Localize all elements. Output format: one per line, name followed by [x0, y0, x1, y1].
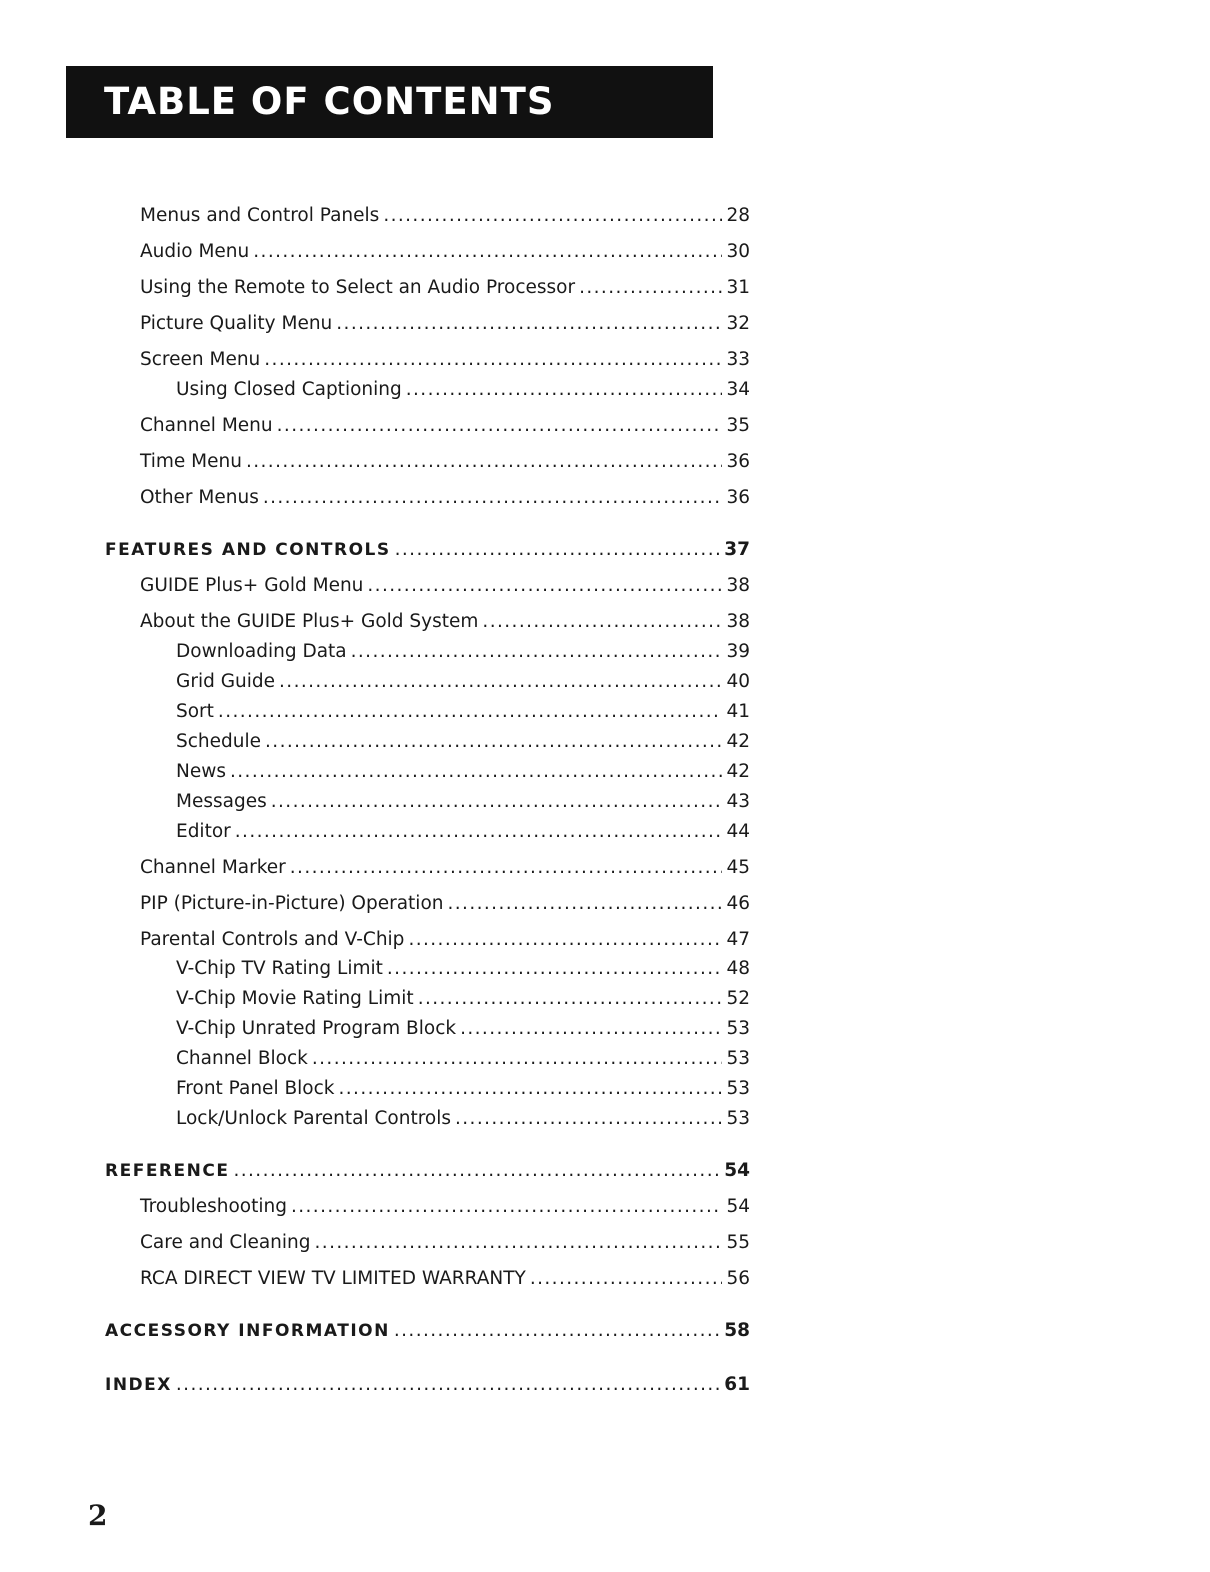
- leader-dots: [383, 204, 722, 228]
- toc-subentry[interactable]: [176, 638, 750, 664]
- toc-section-page: 54: [724, 1160, 750, 1181]
- toc-entry-label: Channel Menu: [140, 415, 273, 436]
- leader-dots: [312, 1047, 723, 1071]
- toc-entry-label: Picture Quality Menu: [140, 313, 333, 334]
- leader-dots: [290, 856, 723, 880]
- toc-entry[interactable]: [140, 238, 750, 264]
- toc-section-reference[interactable]: [105, 1157, 750, 1183]
- toc-entry-label: Troubleshooting: [140, 1196, 287, 1217]
- toc-entry-page: 53: [726, 1108, 750, 1129]
- leader-dots: [418, 987, 723, 1011]
- toc-entry-page: 43: [726, 791, 750, 812]
- toc-subentry[interactable]: [176, 376, 750, 402]
- toc-subentry[interactable]: [176, 1045, 750, 1071]
- toc-entry-page: 42: [726, 761, 750, 782]
- toc-entry[interactable]: [140, 1193, 750, 1219]
- toc-entry-label: V-Chip Unrated Program Block: [176, 1018, 457, 1039]
- toc-entry-label: Using the Remote to Select an Audio Processor: [140, 277, 576, 298]
- toc-entry-label: Front Panel Block: [176, 1078, 335, 1099]
- toc-subentry[interactable]: [176, 728, 750, 754]
- toc-entry-label: News: [176, 761, 226, 782]
- toc-subentry[interactable]: [176, 1105, 750, 1131]
- toc-entry[interactable]: [140, 926, 750, 952]
- toc-entry[interactable]: [140, 1229, 750, 1255]
- leader-dots: [455, 1107, 722, 1131]
- toc-subentry[interactable]: [176, 1075, 750, 1101]
- leader-dots: [271, 790, 723, 814]
- leader-dots: [530, 1267, 723, 1291]
- leader-dots: [339, 1077, 723, 1101]
- toc-section-label: ACCESSORY INFORMATION: [105, 1321, 390, 1341]
- leader-dots: [218, 700, 723, 724]
- toc-entry-label: Screen Menu: [140, 349, 261, 370]
- toc-subentry[interactable]: [176, 818, 750, 844]
- toc-entry-label: Using Closed Captioning: [176, 379, 402, 400]
- leader-dots: [351, 640, 723, 664]
- toc-entry-page: 28: [726, 205, 750, 226]
- toc-entry-label: V-Chip Movie Rating Limit: [176, 988, 414, 1009]
- toc-entry-label: Schedule: [176, 731, 262, 752]
- leader-dots: [277, 414, 723, 438]
- toc-entry[interactable]: [140, 310, 750, 336]
- leader-dots: [253, 240, 722, 264]
- toc-entry-label: About the GUIDE Plus+ Gold System: [140, 611, 479, 632]
- leader-dots: [246, 450, 723, 474]
- leader-dots: [315, 1231, 723, 1255]
- toc-section-index[interactable]: [105, 1371, 750, 1397]
- leader-dots: [265, 730, 722, 754]
- toc-entry-label: GUIDE Plus+ Gold Menu: [140, 575, 364, 596]
- leader-dots: [230, 760, 722, 784]
- toc-subentry[interactable]: [176, 985, 750, 1011]
- toc-entry[interactable]: [140, 890, 750, 916]
- leader-dots: [279, 670, 722, 694]
- toc-entry[interactable]: [140, 608, 750, 634]
- toc-entry[interactable]: [140, 274, 750, 300]
- toc-entry-page: 38: [726, 611, 750, 632]
- leader-dots: [482, 610, 722, 634]
- toc-section-page: 37: [724, 539, 750, 560]
- toc-entry-label: Channel Marker: [140, 857, 286, 878]
- toc-entry-label: Sort: [176, 701, 214, 722]
- toc-entry-label: Time Menu: [140, 451, 242, 472]
- toc-entry-label: Editor: [176, 821, 231, 842]
- toc-entry-page: 48: [726, 958, 750, 979]
- toc-entry-label: RCA DIRECT VIEW TV LIMITED WARRANTY: [140, 1268, 526, 1289]
- toc-section-label: INDEX: [105, 1375, 172, 1395]
- toc-entry-page: 53: [726, 1048, 750, 1069]
- toc-entry[interactable]: [140, 484, 750, 510]
- toc-subentry[interactable]: [176, 758, 750, 784]
- toc-subentry[interactable]: [176, 1015, 750, 1041]
- page-number: 2: [88, 1499, 108, 1532]
- toc-entry-page: 56: [726, 1268, 750, 1289]
- page-title: TABLE OF CONTENTS: [104, 80, 555, 123]
- toc-entry-label: Downloading Data: [176, 641, 347, 662]
- toc-entry-label: Menus and Control Panels: [140, 205, 380, 226]
- toc-entry[interactable]: [140, 448, 750, 474]
- toc-entry[interactable]: [140, 202, 750, 228]
- toc-entry-page: 46: [726, 893, 750, 914]
- toc-section-page: 61: [724, 1374, 750, 1395]
- toc-entry-label: Lock/Unlock Parental Controls: [176, 1108, 451, 1129]
- toc-entry-label: Grid Guide: [176, 671, 276, 692]
- toc-entry-page: 36: [726, 451, 750, 472]
- toc-entry-page: 32: [726, 313, 750, 334]
- toc-entry-page: 42: [726, 731, 750, 752]
- leader-dots: [367, 574, 722, 598]
- toc-entry-page: 52: [726, 988, 750, 1009]
- toc-entry-page: 38: [726, 575, 750, 596]
- leader-dots: [394, 1319, 720, 1343]
- toc-entry[interactable]: [140, 412, 750, 438]
- toc-entry-page: 30: [726, 241, 750, 262]
- toc-entry[interactable]: [140, 346, 750, 372]
- toc-section-features-and-controls[interactable]: [105, 536, 750, 562]
- leader-dots: [291, 1195, 723, 1219]
- toc-section-label: FEATURES AND CONTROLS: [105, 540, 391, 560]
- toc-entry-label: Channel Block: [176, 1048, 308, 1069]
- toc-entry-label: Messages: [176, 791, 267, 812]
- toc-entry-label: Parental Controls and V-Chip: [140, 929, 405, 950]
- leader-dots: [233, 1159, 720, 1183]
- leader-dots: [176, 1373, 720, 1397]
- toc-section-label: REFERENCE: [105, 1161, 230, 1181]
- toc-entry-page: 54: [726, 1196, 750, 1217]
- toc-subentry[interactable]: [176, 788, 750, 814]
- toc-subentry[interactable]: [176, 698, 750, 724]
- leader-dots: [395, 538, 721, 562]
- toc-entry-label: Audio Menu: [140, 241, 250, 262]
- leader-dots: [336, 312, 722, 336]
- toc-entry[interactable]: [140, 1265, 750, 1291]
- toc-entry-page: 35: [726, 415, 750, 436]
- leader-dots: [264, 348, 722, 372]
- toc-entry-label: Care and Cleaning: [140, 1232, 311, 1253]
- leader-dots: [460, 1017, 722, 1041]
- toc-entry-page: 31: [726, 277, 750, 298]
- toc-section-page: 58: [724, 1320, 750, 1341]
- leader-dots: [406, 378, 723, 402]
- toc-section-accessory-information[interactable]: [105, 1317, 750, 1343]
- toc-entry-label: V-Chip TV Rating Limit: [176, 958, 383, 979]
- leader-dots: [579, 276, 722, 300]
- toc-subentry[interactable]: [176, 668, 750, 694]
- leader-dots: [448, 892, 723, 916]
- toc-entry-page: 45: [726, 857, 750, 878]
- toc-entry-page: 53: [726, 1078, 750, 1099]
- leader-dots: [387, 957, 723, 981]
- leader-dots: [263, 486, 723, 510]
- toc-entry-label: Other Menus: [140, 487, 259, 508]
- toc-subentry[interactable]: [176, 955, 750, 981]
- leader-dots: [235, 820, 723, 844]
- toc-entry-page: 41: [726, 701, 750, 722]
- toc-entry[interactable]: [140, 854, 750, 880]
- toc-entry-page: 44: [726, 821, 750, 842]
- toc-entry-page: 47: [726, 929, 750, 950]
- toc-entry-page: 33: [726, 349, 750, 370]
- toc-entry-page: 34: [726, 379, 750, 400]
- toc-entry-label: PIP (Picture-in-Picture) Operation: [140, 893, 444, 914]
- toc-entry-page: 40: [726, 671, 750, 692]
- toc-entry-page: 55: [726, 1232, 750, 1253]
- toc-entry[interactable]: [140, 572, 750, 598]
- toc-entry-page: 36: [726, 487, 750, 508]
- toc-entry-page: 39: [726, 641, 750, 662]
- leader-dots: [408, 928, 722, 952]
- toc-entry-page: 53: [726, 1018, 750, 1039]
